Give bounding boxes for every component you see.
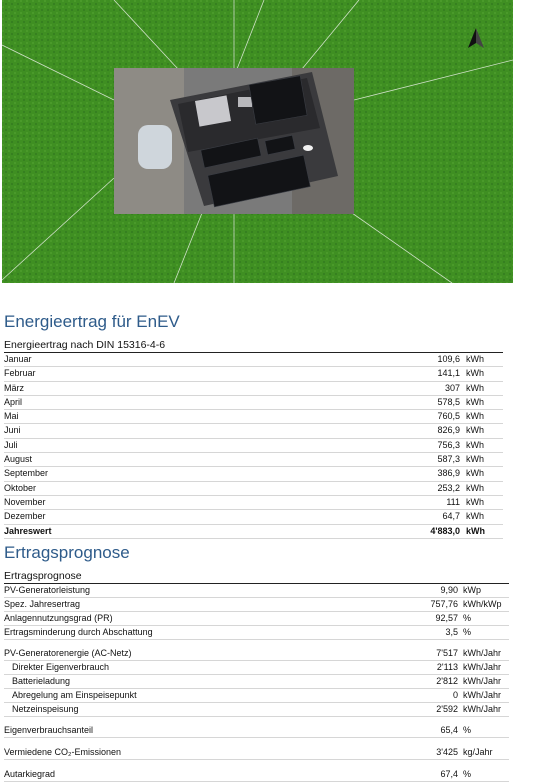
- table-row: [4, 367, 503, 381]
- row-label: November: [4, 496, 46, 507]
- row-value: 756,3: [437, 439, 460, 450]
- row-unit: kWh: [466, 354, 484, 364]
- row-label: April: [4, 396, 23, 407]
- row-unit: kWh: [466, 511, 484, 522]
- table-row: [4, 768, 509, 782]
- row-unit: kWh: [466, 496, 484, 507]
- row-label: Eigenverbrauchsanteil: [4, 725, 94, 735]
- row-label: Dezember: [4, 511, 46, 522]
- table-row: [4, 724, 509, 738]
- table-row: [4, 598, 509, 612]
- row-label: Direkter Eigenverbrauch: [12, 662, 110, 672]
- row-unit: %: [463, 725, 472, 735]
- table-row: [4, 689, 509, 703]
- row-label: Anlagennutzungsgrad (PR): [4, 613, 113, 623]
- row-label: März: [4, 382, 24, 393]
- row-unit: %: [463, 769, 472, 779]
- row-unit: kWh: [466, 411, 484, 422]
- row-unit: kWh: [466, 468, 484, 479]
- row-value: 67,4: [440, 769, 458, 779]
- row-unit: kWh/Jahr: [463, 704, 502, 714]
- row-label: Vermiedene CO₂-Emissionen: [4, 747, 122, 757]
- row-value: 0: [452, 690, 458, 700]
- aerial-image: [2, 0, 513, 283]
- row-label: Januar: [4, 354, 32, 364]
- row-value: 307: [444, 382, 460, 393]
- row-value: 2'113: [436, 662, 458, 672]
- aerial-roof-view: [2, 0, 513, 283]
- row-label: Abregelung am Einspeisepunkt: [12, 690, 137, 700]
- table-row: [4, 703, 509, 717]
- row-unit: kg/Jahr: [463, 747, 493, 757]
- row-unit: kWh: [466, 368, 484, 379]
- row-label: Ertragsminderung durch Abschattung: [4, 627, 153, 637]
- row-unit: kWh/Jahr: [463, 676, 502, 686]
- row-label: Juli: [4, 439, 18, 450]
- row-label: Oktober: [4, 482, 37, 493]
- table-row: [4, 382, 503, 396]
- row-label: August: [4, 454, 33, 465]
- row-label: Batterieladung: [12, 676, 71, 686]
- table-title: Energieertrag nach DIN 15316-4-6: [4, 339, 503, 353]
- row-value: 9,90: [440, 585, 458, 595]
- row-value: 3'425: [436, 747, 458, 757]
- row-unit: kWh/Jahr: [463, 662, 502, 672]
- row-unit: kWp: [463, 585, 481, 595]
- yield-forecast-table: [4, 570, 509, 782]
- row-value: 760,5: [437, 411, 460, 422]
- row-unit: kWh/Jahr: [463, 690, 502, 700]
- table-row: [4, 482, 503, 496]
- table-row: [4, 626, 509, 640]
- row-value: 111: [446, 496, 460, 507]
- table-row: [4, 525, 503, 539]
- row-unit: kWh: [466, 482, 484, 493]
- table-row: [4, 467, 503, 481]
- table-row: [4, 424, 503, 438]
- section-title-ertragsprognose: Ertragsprognose: [4, 543, 130, 562]
- row-label: Autarkiegrad: [4, 769, 56, 779]
- energy-yield-table: [4, 339, 503, 539]
- row-value: 141,1: [437, 368, 460, 379]
- row-label: PV-Generatorenergie (AC-Netz): [4, 648, 132, 658]
- row-unit: kWh: [466, 439, 484, 450]
- row-label: PV-Generatorleistung: [4, 585, 91, 595]
- row-value: 92,57: [435, 613, 458, 623]
- row-unit: kWh: [466, 396, 484, 407]
- table-row: [4, 612, 509, 626]
- table-row: [4, 453, 503, 467]
- row-unit: kWh: [466, 525, 485, 536]
- row-value: 2'592: [436, 704, 458, 714]
- table-row: [4, 584, 509, 598]
- table-row: [4, 396, 503, 410]
- section-title-energieertrag: Energieertrag für EnEV: [4, 312, 180, 331]
- row-value: 65,4: [440, 725, 458, 735]
- row-value: 7'517: [436, 648, 458, 658]
- row-value: 253,2: [437, 482, 460, 493]
- table-row: [4, 410, 503, 424]
- table-row: [4, 439, 503, 453]
- row-value: 3,5: [445, 627, 458, 637]
- row-unit: %: [463, 613, 472, 623]
- row-unit: kWh/Jahr: [463, 648, 502, 658]
- row-unit: kWh/kWp: [463, 599, 502, 609]
- row-unit: kWh: [466, 382, 484, 393]
- row-label: Jahreswert: [4, 525, 52, 536]
- row-unit: kWh: [466, 454, 484, 465]
- row-value: 64,7: [442, 511, 460, 522]
- row-value: 826,9: [437, 425, 460, 436]
- table-row: [4, 746, 509, 760]
- row-label: Juni: [4, 425, 21, 436]
- row-unit: %: [463, 627, 472, 637]
- table-row: [4, 661, 509, 675]
- row-unit: kWh: [466, 425, 484, 436]
- table-row: [4, 353, 503, 367]
- row-label: Netzeinspeisung: [12, 704, 79, 714]
- row-label: Mai: [4, 411, 19, 422]
- row-label: Februar: [4, 368, 36, 379]
- row-value: 386,9: [437, 468, 460, 479]
- row-label: Spez. Jahresertrag: [4, 599, 81, 609]
- row-label: September: [4, 468, 49, 479]
- row-value: 4'883,0: [430, 525, 460, 536]
- row-value: 109,6: [437, 354, 460, 364]
- row-value: 587,3: [437, 454, 460, 465]
- table-row: [4, 496, 503, 510]
- table-row: [4, 675, 509, 689]
- table-title: Ertragsprognose: [4, 570, 509, 584]
- table-row: [4, 647, 509, 661]
- row-value: 757,76: [430, 599, 458, 609]
- table-row: [4, 510, 503, 524]
- row-value: 578,5: [437, 396, 460, 407]
- row-value: 2'812: [436, 676, 458, 686]
